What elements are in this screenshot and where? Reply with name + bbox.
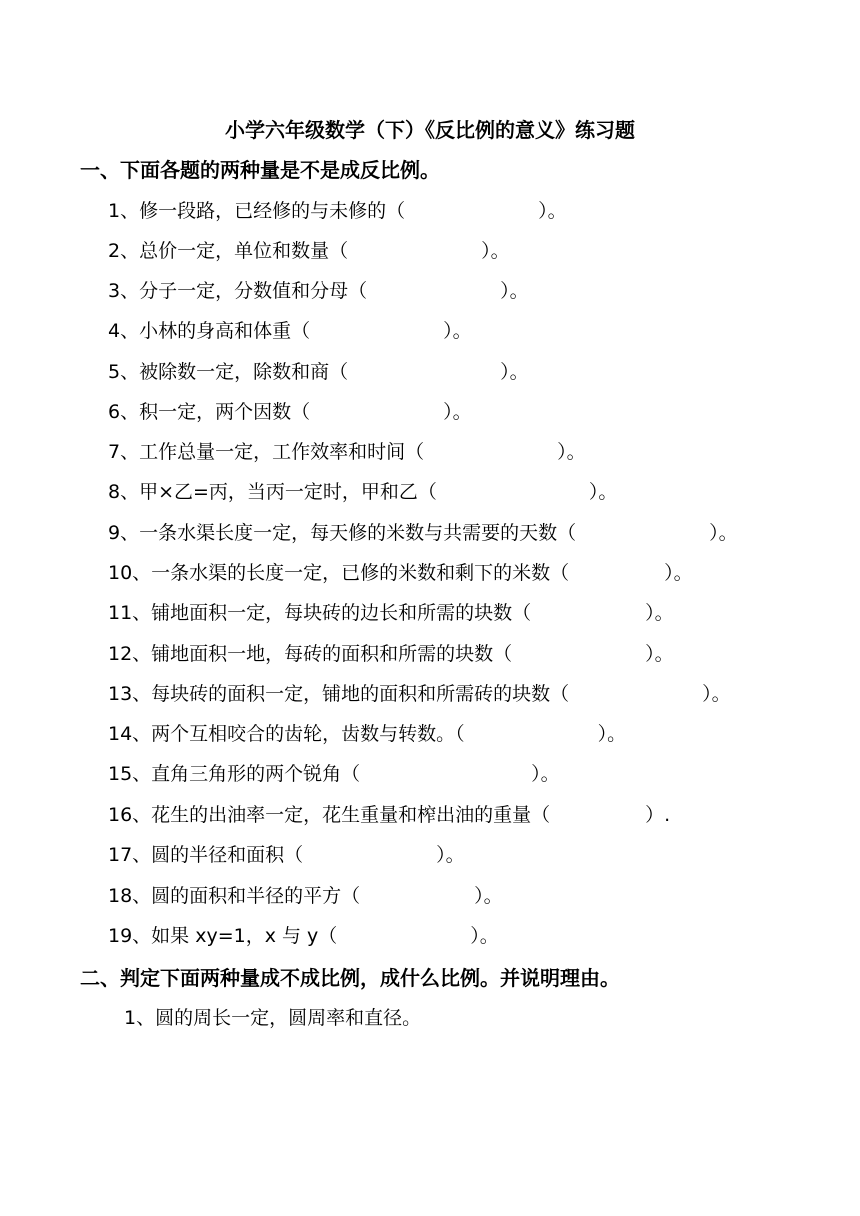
question-14: 14、两个互相咬合的齿轮，齿数与转数。（ ）。 — [108, 723, 627, 745]
question-5: 5、被除数一定，除数和商（ ）。 — [108, 361, 529, 383]
question-11: 11、铺地面积一定，每块砖的边长和所需的块数（ ）。 — [108, 602, 674, 624]
page-title: 小学六年级数学（下）《反比例的意义》练习题 — [225, 118, 635, 142]
question-7: 7、工作总量一定，工作效率和时间（ ）。 — [108, 441, 586, 463]
question-9: 9、一条水渠长度一定，每天修的米数与共需要的天数（ ）。 — [108, 522, 738, 544]
question-15: 15、直角三角形的两个锐角（ ）。 — [108, 763, 560, 785]
question-18: 18、圆的面积和半径的平方（ ）。 — [108, 885, 503, 907]
question-17: 17、圆的半径和面积（ ）。 — [108, 844, 465, 866]
question-12: 12、铺地面积一地，每砖的面积和所需的块数（ ）。 — [108, 643, 674, 665]
question-2: 2、总价一定，单位和数量（ ）。 — [108, 240, 510, 262]
section-1-heading: 一、下面各题的两种量是不是成反比例。 — [80, 158, 440, 182]
question-1: 1、修一段路，已经修的与未修的（ ）。 — [108, 200, 567, 222]
question-8: 8、甲×乙=丙，当丙一定时，甲和乙（ ）。 — [108, 481, 618, 503]
question-10: 10、一条水渠的长度一定，已修的米数和剩下的米数（ ）。 — [108, 562, 693, 584]
question-4: 4、小林的身高和体重（ ）。 — [108, 320, 472, 342]
section-2-question-1: 1、圆的周长一定，圆周率和直径。 — [124, 1007, 422, 1029]
question-6: 6、积一定，两个因数（ ）。 — [108, 401, 472, 423]
question-13: 13、每块砖的面积一定，铺地的面积和所需砖的块数（ ）。 — [108, 683, 731, 705]
question-16: 16、花生的出油率一定，花生重量和榨出油的重量（ ）. — [108, 804, 671, 826]
question-19: 19、如果 xy=1，x 与 y（ ）。 — [108, 925, 499, 947]
section-2-heading: 二、判定下面两种量成不成比例，成什么比例。并说明理由。 — [80, 966, 620, 990]
question-3: 3、分子一定，分数值和分母（ ）。 — [108, 280, 529, 302]
